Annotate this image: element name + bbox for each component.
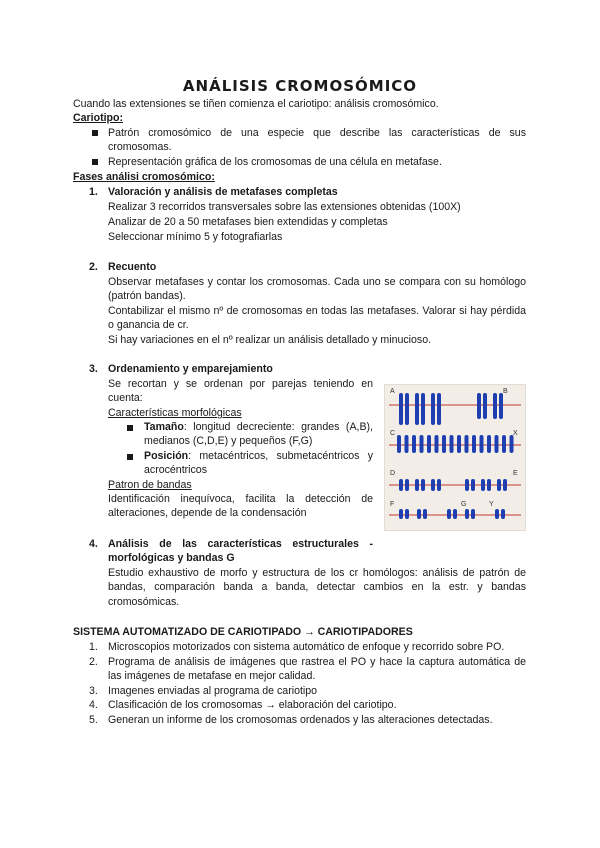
step-title: Recuento <box>108 261 157 273</box>
fases-heading: Fases análisi cromosómico: <box>73 171 215 183</box>
step-line: Seleccionar mínimo 5 y fotografiarlas <box>108 231 283 243</box>
chromosome <box>431 479 435 491</box>
chromosome <box>497 479 501 491</box>
chromosome <box>420 435 424 453</box>
square-bullet-icon <box>127 425 133 431</box>
chromosome <box>435 435 439 453</box>
karyotype-group-label: C <box>390 430 396 437</box>
posicion-label: Posición <box>144 450 189 462</box>
sistema-item: Imagenes enviadas al programa de cariotipo <box>108 685 318 697</box>
tamano-item <box>144 420 373 449</box>
chromosome <box>427 435 431 453</box>
chromosome <box>450 435 454 453</box>
step-line: Realizar 3 recorridos transversales sobre las extensiones obtenidas (100X) <box>108 201 461 213</box>
chromosome <box>405 479 409 491</box>
chromosome <box>465 509 469 519</box>
karyotype-group-label: E <box>513 470 518 477</box>
cariotipo-bullet-2: Representación gráfica de los cromosomas de una célula en metafase. <box>108 156 442 168</box>
step-paragraph: Estudio exhaustivo de morfo y estructura de los cr homólogos: análisis de patrón de bandas, comparación banda a banda, detectar cambios en la estr. y bandas cromosómicas. <box>108 567 526 608</box>
bandas-text: Identificación inequívoca, facilita la detección de alteraciones, depende de la condensación <box>108 493 373 520</box>
karyotype-group-label: F <box>390 501 395 508</box>
chromosome <box>397 435 401 453</box>
chromosome <box>447 509 451 519</box>
chromosome <box>472 435 476 453</box>
chromosome <box>431 393 435 425</box>
cariotipo-bullet-1: Patrón cromosómico de una especie que describe las características de sus cromosomas. <box>108 127 526 154</box>
karyotype-chart <box>385 385 525 530</box>
chromosome <box>465 479 469 491</box>
step-number: 2. <box>89 261 98 273</box>
chromosome <box>437 479 441 491</box>
chromosome <box>465 435 469 453</box>
karyotype-group-label: X <box>513 430 518 437</box>
sistema-number: 3. <box>89 685 98 697</box>
sistema-item: Programa de análisis de imágenes que rastrea el PO y hace la captura automática de las imágenes de metafase en mejor calidad. <box>108 656 526 683</box>
karyotype-group-label: G <box>461 501 467 508</box>
square-bullet-icon <box>127 454 133 460</box>
step-paragraph: Si hay variaciones en el nº realizar un análisis detallado y minucioso. <box>108 334 432 346</box>
step-paragraph: Contabilizar el mismo nº de cromosomas en todas las metafases. Valorar si hay pérdida o ganancia de cr. <box>108 305 526 332</box>
intro-text: Cuando las extensiones se tiñen comienza el cariotipo: análisis cromosómico. <box>73 98 439 110</box>
page-title: ANÁLISIS CROMOSÓMICO <box>182 77 418 95</box>
chromosome <box>481 479 485 491</box>
chromosome <box>483 393 487 419</box>
chromosome <box>417 509 421 519</box>
step-number: 4. <box>89 538 98 550</box>
chromosome <box>399 509 403 519</box>
karyotype-group-label: A <box>390 388 395 395</box>
chromosome <box>493 393 497 419</box>
karyotype-group-label: D <box>390 470 396 477</box>
sistema-heading: SISTEMA AUTOMATIZADO DE CARIOTIPADO → CARIOTIPADORES <box>73 626 413 638</box>
bandas-heading: Patron de bandas <box>108 479 192 491</box>
sistema-item: Clasificación de los cromosomas → elaboración del cariotipo. <box>108 699 397 711</box>
step-line: Analizar de 20 a 50 metafases bien extendidas y completas <box>108 216 388 228</box>
chromosome <box>477 393 481 419</box>
posicion-text: : metacéntricos, submetacéntricos y acrocéntricos <box>144 450 373 477</box>
step-title: Valoración y análisis de metafases completas <box>108 186 338 198</box>
chromosome <box>499 393 503 419</box>
chromosome <box>457 435 461 453</box>
step-title: Ordenamiento y emparejamiento <box>108 363 273 375</box>
chromosome <box>421 393 425 425</box>
cariotipo-heading: Cariotipo: <box>73 112 124 124</box>
karyotype-group-label: Y <box>489 501 494 508</box>
chromosome <box>423 509 427 519</box>
chromosome <box>471 479 475 491</box>
chromosome <box>480 435 484 453</box>
karyotype-group-label: B <box>503 388 508 395</box>
sistema-item: Microscopios motorizados con sistema automático de enfoque y recorrido sobre PO. <box>108 641 505 653</box>
chromosome <box>405 509 409 519</box>
chromosome <box>495 435 499 453</box>
chromosome <box>399 479 403 491</box>
step-paragraph: Observar metafases y contar los cromosomas. Cada uno se compara con su homólogo (patrón bandas). <box>108 276 526 303</box>
square-bullet-icon <box>92 159 98 165</box>
chromosome <box>471 509 475 519</box>
sistema-number: 5. <box>89 714 98 726</box>
chromosome <box>495 509 499 519</box>
morphology-heading: Características morfológicas <box>108 407 242 419</box>
sistema-number: 4. <box>89 699 98 711</box>
tamano-text: : longitud decreciente: grandes (A,B), medianos (C,D,E) y pequeños (F,G) <box>144 421 373 448</box>
karyotype-figure <box>384 384 526 531</box>
chromosome <box>415 393 419 425</box>
chromosome <box>503 479 507 491</box>
posicion-item <box>144 449 373 478</box>
tamano-label: Tamaño <box>144 421 184 433</box>
chromosome <box>437 393 441 425</box>
chromosome <box>510 435 514 453</box>
chromosome <box>421 479 425 491</box>
chromosome <box>405 435 409 453</box>
chromosome <box>399 393 403 425</box>
step-paragraph: Se recortan y se ordenan por parejas teniendo en cuenta: <box>108 378 373 405</box>
chromosome <box>412 435 416 453</box>
chromosome <box>405 393 409 425</box>
step-title: Análisis de las características estructurales - morfológicas y bandas G <box>108 538 373 565</box>
sistema-number: 2. <box>89 656 98 668</box>
step-number: 1. <box>89 186 98 198</box>
chromosome <box>502 435 506 453</box>
chromosome <box>487 479 491 491</box>
sistema-item: Generan un informe de los cromosomas ordenados y las alteraciones detectadas. <box>108 714 493 726</box>
chromosome <box>501 509 505 519</box>
chromosome <box>415 479 419 491</box>
square-bullet-icon <box>92 130 98 136</box>
sistema-number: 1. <box>89 641 98 653</box>
step-number: 3. <box>89 363 98 375</box>
chromosome <box>487 435 491 453</box>
chromosome <box>453 509 457 519</box>
chromosome <box>442 435 446 453</box>
